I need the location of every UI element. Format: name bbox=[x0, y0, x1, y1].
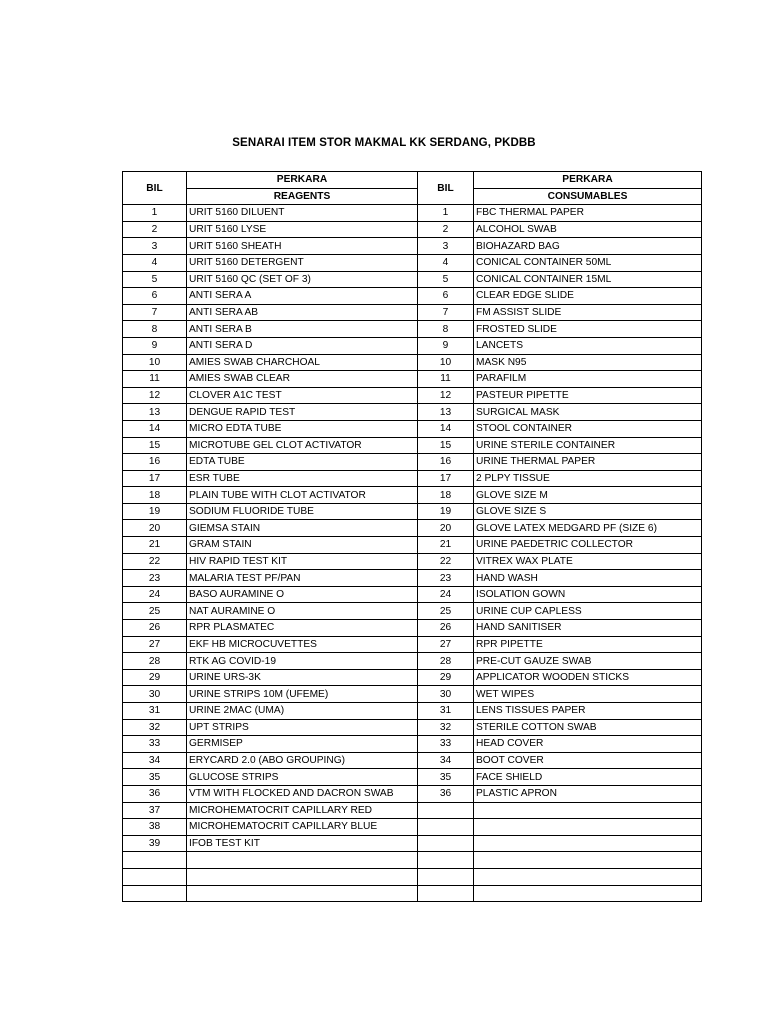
consumable-item bbox=[474, 868, 702, 885]
consumable-item: BIOHAZARD BAG bbox=[474, 238, 702, 255]
reagent-item: AMIES SWAB CLEAR bbox=[187, 371, 418, 388]
reagent-number: 20 bbox=[123, 520, 187, 537]
consumable-item: ISOLATION GOWN bbox=[474, 586, 702, 603]
consumable-number bbox=[418, 885, 474, 902]
consumable-number: 27 bbox=[418, 636, 474, 653]
reagent-item: URINE 2MAC (UMA) bbox=[187, 703, 418, 720]
reagent-item: AMIES SWAB CHARCHOAL bbox=[187, 354, 418, 371]
consumable-number: 11 bbox=[418, 371, 474, 388]
consumable-item: BOOT COVER bbox=[474, 752, 702, 769]
consumable-number: 19 bbox=[418, 503, 474, 520]
reagent-item: CLOVER A1C TEST bbox=[187, 387, 418, 404]
table-row bbox=[123, 736, 702, 753]
reagent-number: 17 bbox=[123, 470, 187, 487]
table-row bbox=[123, 387, 702, 404]
consumable-number bbox=[418, 868, 474, 885]
consumable-item: PRE-CUT GAUZE SWAB bbox=[474, 653, 702, 670]
consumable-item: FBC THERMAL PAPER bbox=[474, 205, 702, 222]
table-row bbox=[123, 371, 702, 388]
reagent-number: 16 bbox=[123, 454, 187, 471]
table-row bbox=[123, 719, 702, 736]
reagent-item: VTM WITH FLOCKED AND DACRON SWAB bbox=[187, 785, 418, 802]
reagent-number: 12 bbox=[123, 387, 187, 404]
consumable-item: PARAFILM bbox=[474, 371, 702, 388]
consumable-number: 22 bbox=[418, 553, 474, 570]
reagent-number: 1 bbox=[123, 205, 187, 222]
reagent-number: 33 bbox=[123, 736, 187, 753]
consumable-number: 26 bbox=[418, 620, 474, 637]
reagent-number: 9 bbox=[123, 337, 187, 354]
table-row bbox=[123, 454, 702, 471]
reagent-number: 27 bbox=[123, 636, 187, 653]
reagent-number: 8 bbox=[123, 321, 187, 338]
consumable-item: URINE CUP CAPLESS bbox=[474, 603, 702, 620]
reagent-number: 5 bbox=[123, 271, 187, 288]
perkara-header-reagents: PERKARA bbox=[187, 172, 418, 189]
reagent-number: 19 bbox=[123, 503, 187, 520]
consumable-item: APPLICATOR WOODEN STICKS bbox=[474, 669, 702, 686]
reagent-item: UPT STRIPS bbox=[187, 719, 418, 736]
reagent-number bbox=[123, 868, 187, 885]
consumable-item: HAND WASH bbox=[474, 570, 702, 587]
consumable-item: GLOVE SIZE M bbox=[474, 487, 702, 504]
consumable-number: 1 bbox=[418, 205, 474, 222]
reagent-item: DENGUE RAPID TEST bbox=[187, 404, 418, 421]
reagent-item: MICROTUBE GEL CLOT ACTIVATOR bbox=[187, 437, 418, 454]
reagent-item: EKF HB MICROCUVETTES bbox=[187, 636, 418, 653]
consumable-number: 31 bbox=[418, 703, 474, 720]
reagent-item: MALARIA TEST PF/PAN bbox=[187, 570, 418, 587]
table-row bbox=[123, 819, 702, 836]
reagent-number: 36 bbox=[123, 785, 187, 802]
consumable-item bbox=[474, 819, 702, 836]
consumable-item bbox=[474, 835, 702, 852]
reagent-item: RTK AG COVID-19 bbox=[187, 653, 418, 670]
consumable-item bbox=[474, 885, 702, 902]
reagent-number: 15 bbox=[123, 437, 187, 454]
reagent-item: ANTI SERA B bbox=[187, 321, 418, 338]
reagent-item: SODIUM FLUORIDE TUBE bbox=[187, 503, 418, 520]
reagent-item bbox=[187, 868, 418, 885]
table-row bbox=[123, 653, 702, 670]
consumable-item: HAND SANITISER bbox=[474, 620, 702, 637]
reagent-number: 6 bbox=[123, 288, 187, 305]
reagent-item: GRAM STAIN bbox=[187, 537, 418, 554]
consumable-item: GLOVE LATEX MEDGARD PF (SIZE 6) bbox=[474, 520, 702, 537]
consumable-number: 32 bbox=[418, 719, 474, 736]
table-row bbox=[123, 420, 702, 437]
table-row bbox=[123, 205, 702, 222]
table-body bbox=[123, 205, 702, 902]
consumable-item: PLASTIC APRON bbox=[474, 785, 702, 802]
reagent-number: 2 bbox=[123, 221, 187, 238]
reagent-number: 24 bbox=[123, 586, 187, 603]
reagent-number: 34 bbox=[123, 752, 187, 769]
reagent-item: RPR PLASMATEC bbox=[187, 620, 418, 637]
reagent-number: 38 bbox=[123, 819, 187, 836]
consumable-item: CONICAL CONTAINER 15ML bbox=[474, 271, 702, 288]
consumable-number: 8 bbox=[418, 321, 474, 338]
table-row bbox=[123, 553, 702, 570]
consumable-number: 23 bbox=[418, 570, 474, 587]
table-row bbox=[123, 620, 702, 637]
reagent-item: NAT AURAMINE O bbox=[187, 603, 418, 620]
consumable-number: 24 bbox=[418, 586, 474, 603]
consumable-item: URINE STERILE CONTAINER bbox=[474, 437, 702, 454]
consumable-item bbox=[474, 802, 702, 819]
consumable-item: VITREX WAX PLATE bbox=[474, 553, 702, 570]
reagent-number: 7 bbox=[123, 304, 187, 321]
consumable-number: 5 bbox=[418, 271, 474, 288]
reagent-item: PLAIN TUBE WITH CLOT ACTIVATOR bbox=[187, 487, 418, 504]
table-row bbox=[123, 868, 702, 885]
table-row bbox=[123, 835, 702, 852]
table-row bbox=[123, 321, 702, 338]
reagent-item: URIT 5160 LYSE bbox=[187, 221, 418, 238]
consumable-item: PASTEUR PIPETTE bbox=[474, 387, 702, 404]
reagent-number: 3 bbox=[123, 238, 187, 255]
reagent-number: 21 bbox=[123, 537, 187, 554]
consumable-number: 17 bbox=[418, 470, 474, 487]
reagent-item: MICROHEMATOCRIT CAPILLARY RED bbox=[187, 802, 418, 819]
table-row bbox=[123, 254, 702, 271]
reagent-number: 13 bbox=[123, 404, 187, 421]
consumable-item: STERILE COTTON SWAB bbox=[474, 719, 702, 736]
table-row bbox=[123, 520, 702, 537]
consumable-number: 29 bbox=[418, 669, 474, 686]
consumable-number: 18 bbox=[418, 487, 474, 504]
consumable-item: STOOL CONTAINER bbox=[474, 420, 702, 437]
reagent-item: ERYCARD 2.0 (ABO GROUPING) bbox=[187, 752, 418, 769]
table-row bbox=[123, 802, 702, 819]
reagent-item: GIEMSA STAIN bbox=[187, 520, 418, 537]
consumable-number bbox=[418, 802, 474, 819]
reagent-item bbox=[187, 852, 418, 869]
table-row bbox=[123, 586, 702, 603]
reagents-header: REAGENTS bbox=[187, 188, 418, 205]
reagent-item: ANTI SERA A bbox=[187, 288, 418, 305]
consumable-number: 35 bbox=[418, 769, 474, 786]
table-row bbox=[123, 885, 702, 902]
table-row bbox=[123, 636, 702, 653]
reagent-number: 11 bbox=[123, 371, 187, 388]
reagent-number: 25 bbox=[123, 603, 187, 620]
table-row bbox=[123, 221, 702, 238]
reagent-number: 37 bbox=[123, 802, 187, 819]
reagent-number: 22 bbox=[123, 553, 187, 570]
reagent-item: ESR TUBE bbox=[187, 470, 418, 487]
consumable-item: GLOVE SIZE S bbox=[474, 503, 702, 520]
reagent-number: 30 bbox=[123, 686, 187, 703]
reagent-number: 14 bbox=[123, 420, 187, 437]
table-row bbox=[123, 337, 702, 354]
reagent-number: 28 bbox=[123, 653, 187, 670]
table-row bbox=[123, 487, 702, 504]
table-row bbox=[123, 852, 702, 869]
consumable-item: FM ASSIST SLIDE bbox=[474, 304, 702, 321]
reagent-item bbox=[187, 885, 418, 902]
document-title: SENARAI ITEM STOR MAKMAL KK SERDANG, PKDBB bbox=[232, 137, 536, 149]
reagent-item: GERMISEP bbox=[187, 736, 418, 753]
consumable-number: 21 bbox=[418, 537, 474, 554]
reagent-number: 39 bbox=[123, 835, 187, 852]
consumable-item: MASK N95 bbox=[474, 354, 702, 371]
reagent-item: EDTA TUBE bbox=[187, 454, 418, 471]
consumable-number: 15 bbox=[418, 437, 474, 454]
consumable-item bbox=[474, 852, 702, 869]
table-row bbox=[123, 271, 702, 288]
consumable-number bbox=[418, 852, 474, 869]
consumable-item: 2 PLPY TISSUE bbox=[474, 470, 702, 487]
table-row bbox=[123, 669, 702, 686]
reagent-item: BASO AURAMINE O bbox=[187, 586, 418, 603]
consumable-number bbox=[418, 835, 474, 852]
reagent-number: 4 bbox=[123, 254, 187, 271]
consumable-number: 12 bbox=[418, 387, 474, 404]
consumable-number: 4 bbox=[418, 254, 474, 271]
consumable-number: 30 bbox=[418, 686, 474, 703]
table-row bbox=[123, 603, 702, 620]
consumable-item: URINE THERMAL PAPER bbox=[474, 454, 702, 471]
consumable-item: CONICAL CONTAINER 50ML bbox=[474, 254, 702, 271]
consumables-header: CONSUMABLES bbox=[474, 188, 702, 205]
reagent-number: 32 bbox=[123, 719, 187, 736]
reagent-item: URIT 5160 SHEATH bbox=[187, 238, 418, 255]
perkara-header-consumables: PERKARA bbox=[474, 172, 702, 189]
reagent-item: GLUCOSE STRIPS bbox=[187, 769, 418, 786]
reagent-number: 31 bbox=[123, 703, 187, 720]
consumable-number: 7 bbox=[418, 304, 474, 321]
consumable-number: 14 bbox=[418, 420, 474, 437]
consumable-item: URINE PAEDETRIC COLLECTOR bbox=[474, 537, 702, 554]
reagent-item: MICRO EDTA TUBE bbox=[187, 420, 418, 437]
consumable-item: CLEAR EDGE SLIDE bbox=[474, 288, 702, 305]
reagent-item: URINE URS-3K bbox=[187, 669, 418, 686]
table-row bbox=[123, 470, 702, 487]
consumable-item: ALCOHOL SWAB bbox=[474, 221, 702, 238]
bil-header-consumables: BIL bbox=[418, 172, 474, 205]
reagent-item: URIT 5160 QC (SET OF 3) bbox=[187, 271, 418, 288]
reagent-number: 35 bbox=[123, 769, 187, 786]
consumable-item: LENS TISSUES PAPER bbox=[474, 703, 702, 720]
reagent-item: IFOB TEST KIT bbox=[187, 835, 418, 852]
consumable-item: FACE SHIELD bbox=[474, 769, 702, 786]
consumable-number: 25 bbox=[418, 603, 474, 620]
table-row bbox=[123, 686, 702, 703]
table-row bbox=[123, 404, 702, 421]
consumable-item: HEAD COVER bbox=[474, 736, 702, 753]
reagent-item: MICROHEMATOCRIT CAPILLARY BLUE bbox=[187, 819, 418, 836]
consumable-number: 3 bbox=[418, 238, 474, 255]
reagent-number: 18 bbox=[123, 487, 187, 504]
reagent-item: URIT 5160 DILUENT bbox=[187, 205, 418, 222]
reagent-number: 10 bbox=[123, 354, 187, 371]
consumable-number: 13 bbox=[418, 404, 474, 421]
consumable-number: 10 bbox=[418, 354, 474, 371]
reagent-number: 29 bbox=[123, 669, 187, 686]
reagent-item: URINE STRIPS 10M (UFEME) bbox=[187, 686, 418, 703]
consumable-number: 16 bbox=[418, 454, 474, 471]
consumable-item: FROSTED SLIDE bbox=[474, 321, 702, 338]
consumable-number: 34 bbox=[418, 752, 474, 769]
consumable-number: 9 bbox=[418, 337, 474, 354]
table-row bbox=[123, 288, 702, 305]
reagent-item: ANTI SERA AB bbox=[187, 304, 418, 321]
table-row bbox=[123, 703, 702, 720]
table-row bbox=[123, 238, 702, 255]
table-row bbox=[123, 503, 702, 520]
table-row bbox=[123, 570, 702, 587]
table-row bbox=[123, 785, 702, 802]
table-row bbox=[123, 537, 702, 554]
reagent-item: HIV RAPID TEST KIT bbox=[187, 553, 418, 570]
consumable-number: 6 bbox=[418, 288, 474, 305]
consumable-number: 33 bbox=[418, 736, 474, 753]
table-row bbox=[123, 354, 702, 371]
consumable-item: RPR PIPETTE bbox=[474, 636, 702, 653]
reagent-number: 26 bbox=[123, 620, 187, 637]
table-row bbox=[123, 769, 702, 786]
consumable-number bbox=[418, 819, 474, 836]
table-row bbox=[123, 304, 702, 321]
consumable-item: WET WIPES bbox=[474, 686, 702, 703]
table-row bbox=[123, 437, 702, 454]
reagent-number bbox=[123, 852, 187, 869]
reagent-number bbox=[123, 885, 187, 902]
consumable-number: 2 bbox=[418, 221, 474, 238]
bil-header-reagents: BIL bbox=[123, 172, 187, 205]
consumable-number: 28 bbox=[418, 653, 474, 670]
consumable-number: 36 bbox=[418, 785, 474, 802]
reagent-item: ANTI SERA D bbox=[187, 337, 418, 354]
consumable-number: 20 bbox=[418, 520, 474, 537]
reagent-item: URIT 5160 DETERGENT bbox=[187, 254, 418, 271]
consumable-item: SURGICAL MASK bbox=[474, 404, 702, 421]
reagent-number: 23 bbox=[123, 570, 187, 587]
consumable-item: LANCETS bbox=[474, 337, 702, 354]
stock-items-table bbox=[122, 171, 702, 902]
table-row bbox=[123, 752, 702, 769]
